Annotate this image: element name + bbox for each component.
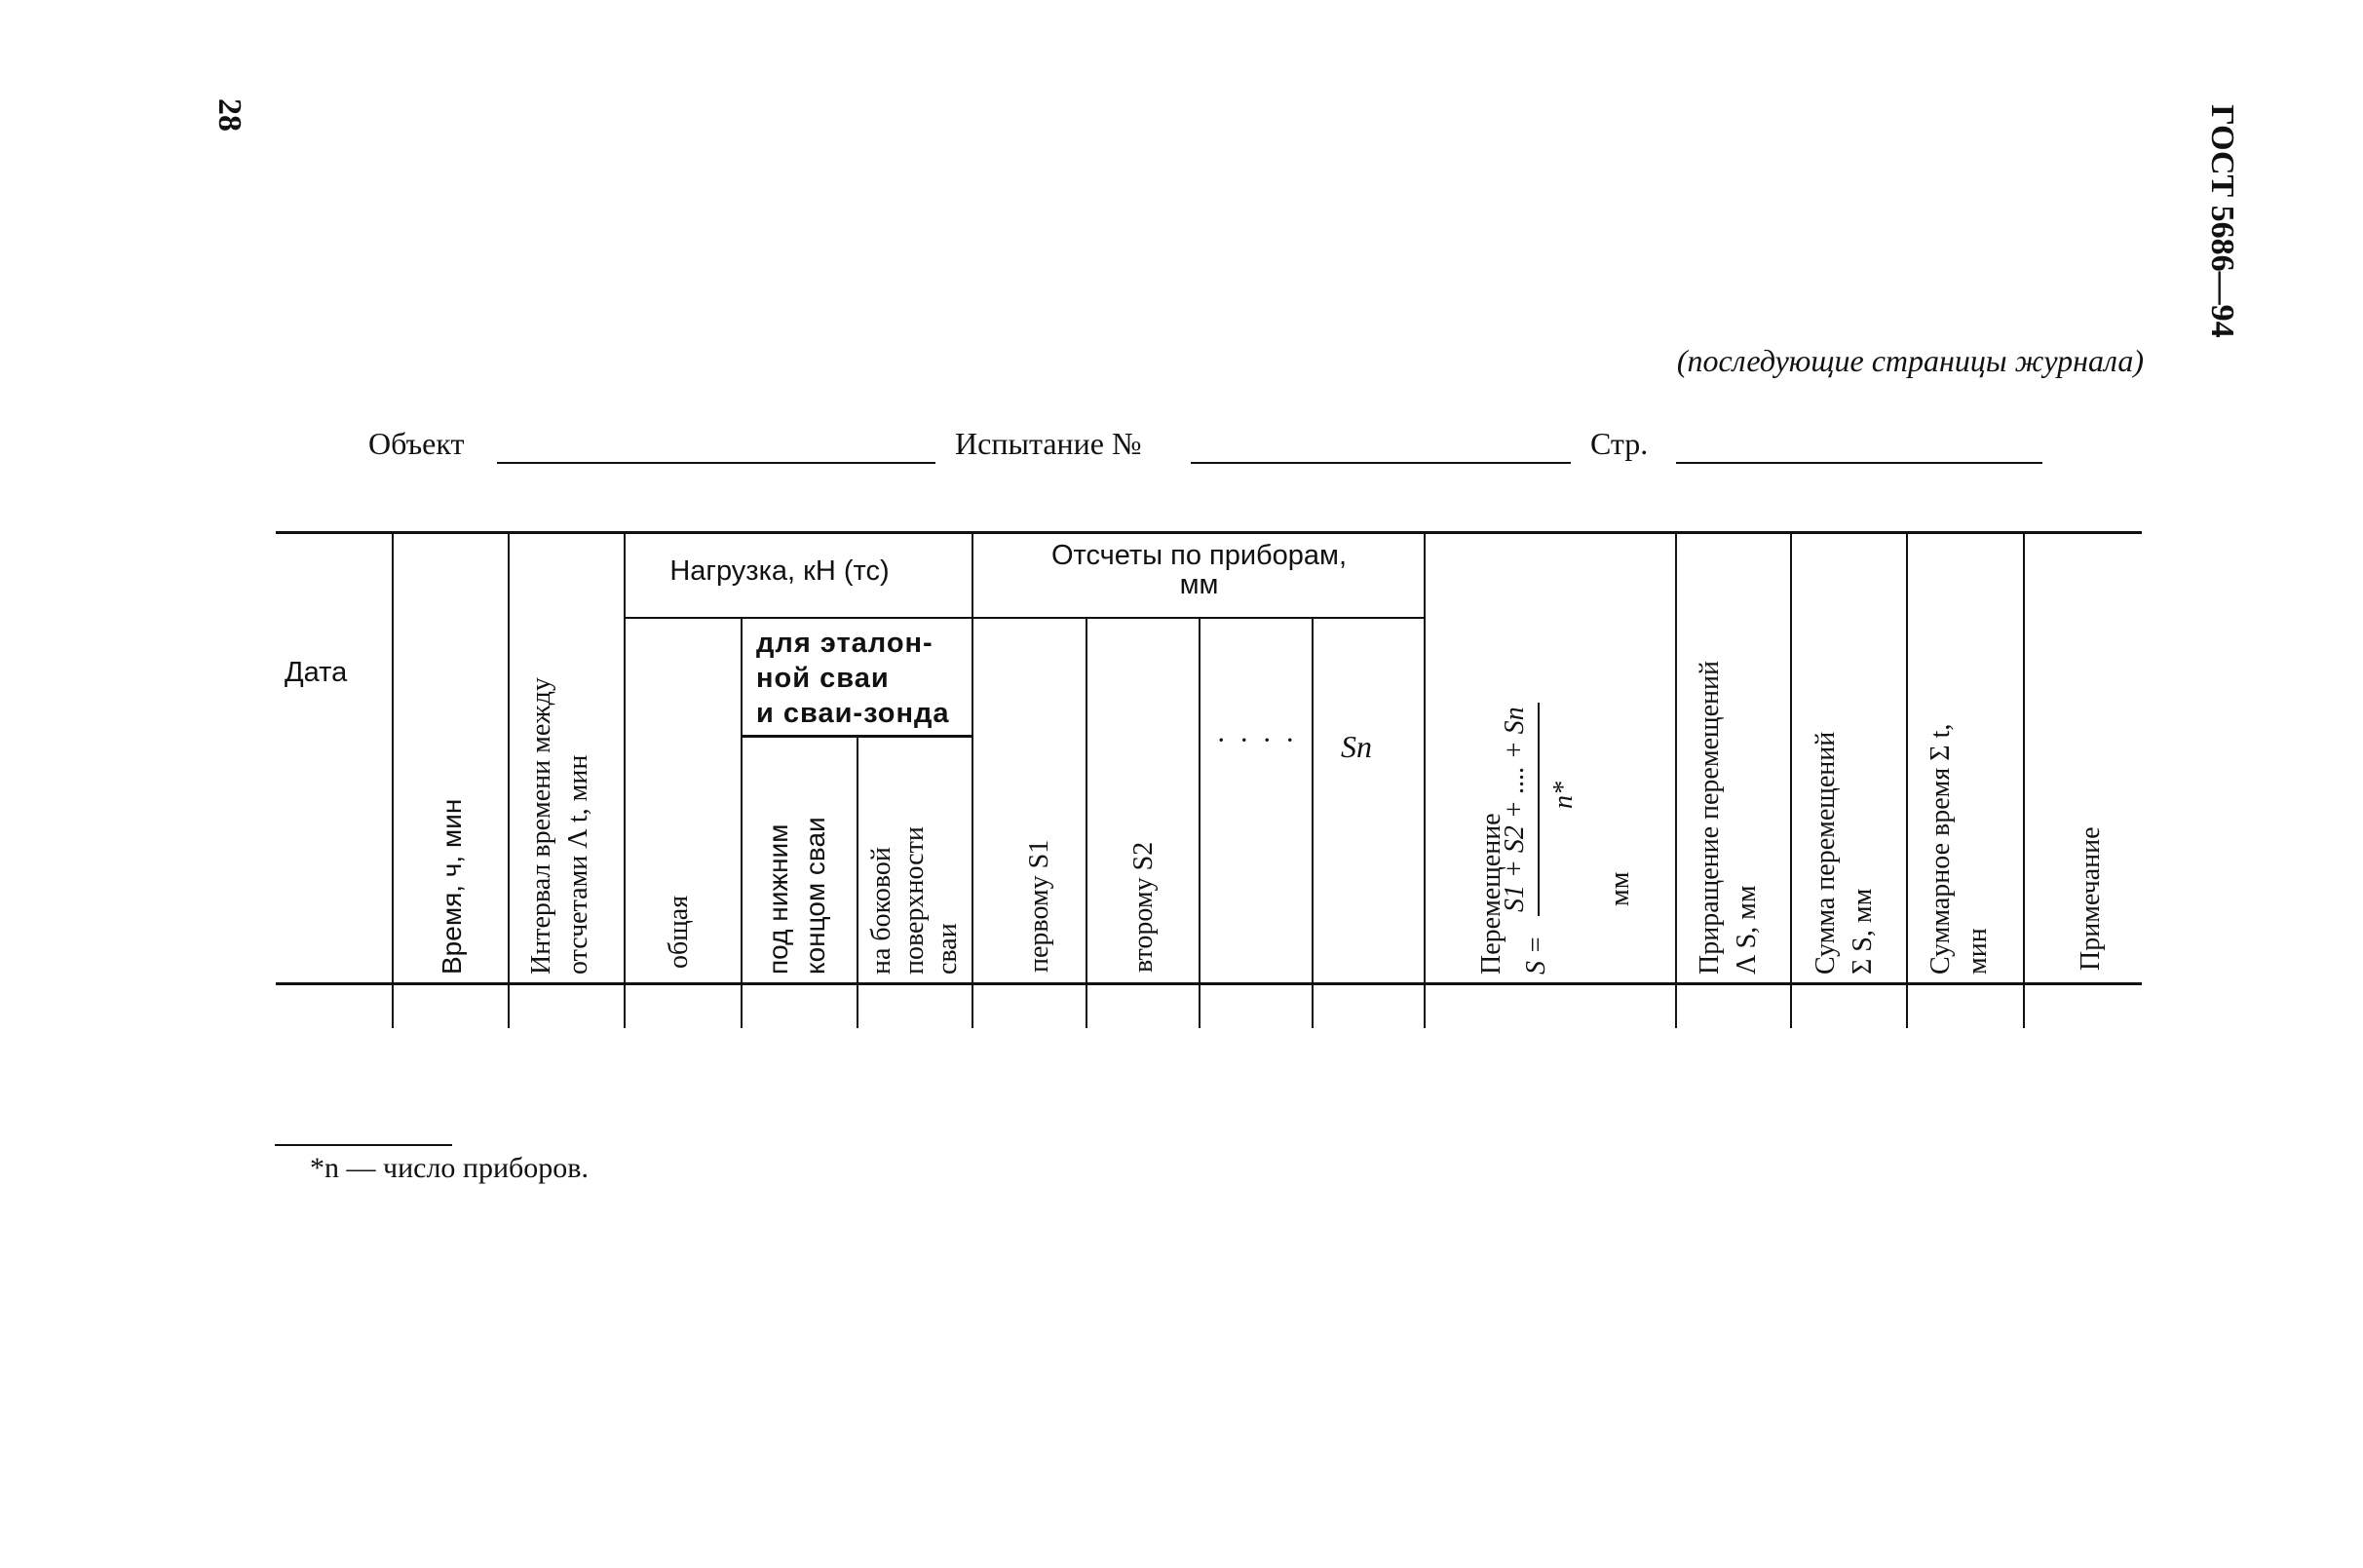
col-rule <box>392 531 394 1028</box>
standard-id: ГОСТ 5686—94 <box>2204 104 2240 338</box>
header-first-device: первому S1 <box>1024 839 1054 973</box>
load-side-line: сваи <box>933 923 963 975</box>
interval-line: отсчетами Λ t, мин <box>563 754 593 975</box>
displacement-denominator: n* <box>1548 782 1579 809</box>
object-field[interactable] <box>497 462 935 464</box>
col-rule <box>1424 531 1426 1028</box>
readings-line: мм <box>1179 569 1219 600</box>
header-load-total: общая <box>664 895 694 969</box>
page-number-field[interactable] <box>1676 462 2042 464</box>
col-rule <box>508 531 510 1028</box>
header-load-reference <box>756 626 950 731</box>
col-rule <box>1312 617 1314 1028</box>
header-note: Примечание <box>2076 826 2106 971</box>
col-rule <box>1199 617 1201 1028</box>
sum-line: Сумма перемещений <box>1810 731 1841 975</box>
col-rule <box>1675 531 1677 1028</box>
group-rule <box>624 617 1424 619</box>
load-reference-line: для эталон- <box>756 628 934 659</box>
displacement-unit: мм <box>1605 871 1635 906</box>
header-sum <box>1808 732 1882 975</box>
displacement-formula <box>1500 707 1579 975</box>
col-rule <box>1906 531 1908 1028</box>
increment-line: Приращение перемещений <box>1695 661 1725 975</box>
table-top-rule <box>276 531 2142 534</box>
header-readings <box>974 541 1424 599</box>
total-time-line: мин <box>1963 928 1993 975</box>
load-reference-line: и сваи-зонда <box>756 698 950 729</box>
col-rule <box>1790 531 1792 1028</box>
page-number: 28 <box>211 98 248 132</box>
header-date: Дата <box>285 657 348 688</box>
displacement-numerator: S1 + S2 + .... + Sn <box>1493 703 1540 916</box>
header-bottom-rule <box>276 982 2142 985</box>
col-rule <box>857 735 858 1028</box>
header-load-tip <box>760 817 834 975</box>
test-number-field[interactable] <box>1191 462 1571 464</box>
object-label: Объект <box>368 426 465 461</box>
readings-line: Отсчеты по приборам, <box>1050 540 1348 571</box>
col-rule <box>624 531 626 1028</box>
header-sn: Sn <box>1341 729 1372 764</box>
test-label: Испытание № <box>955 426 1142 461</box>
col-rule <box>2023 531 2025 1028</box>
footnote-rule <box>275 1144 452 1146</box>
total-time-line: Суммарное время Σ t, <box>1925 723 1956 975</box>
load-side-line: на боковой <box>866 847 896 975</box>
displacement-title: Перемещение <box>1476 813 1506 975</box>
header-second-device: второму S2 <box>1128 841 1159 973</box>
load-tip-line: под нижним <box>763 823 793 975</box>
header-more-devices: · · · · <box>1216 724 1298 756</box>
col-rule <box>741 617 743 1028</box>
load-reference-line: ной сваи <box>756 663 890 694</box>
col-rule <box>1086 617 1087 1028</box>
interval-line: Интервал времени между <box>526 677 556 975</box>
header-interval <box>523 677 597 975</box>
footnote: *n — число приборов. <box>310 1152 589 1184</box>
load-side-line: поверхности <box>899 826 930 975</box>
header-increment <box>1692 661 1766 975</box>
header-load-side <box>865 826 965 975</box>
header-total-time <box>1923 724 1997 975</box>
load-tip-line: концом сваи <box>800 817 830 975</box>
header-time: Время, ч, мин <box>437 798 467 975</box>
displacement-lhs: S = <box>1521 936 1551 975</box>
page-label: Стр. <box>1590 426 1649 461</box>
increment-line: Λ S, мм <box>1732 885 1762 975</box>
col-rule <box>972 531 973 1028</box>
header-load: Нагрузка, кН (тс) <box>669 555 890 587</box>
page-subtitle: (последующие страницы журнала) <box>1676 343 2144 378</box>
sum-line: Σ S, мм <box>1848 888 1878 975</box>
header-displacement <box>1469 707 1643 975</box>
